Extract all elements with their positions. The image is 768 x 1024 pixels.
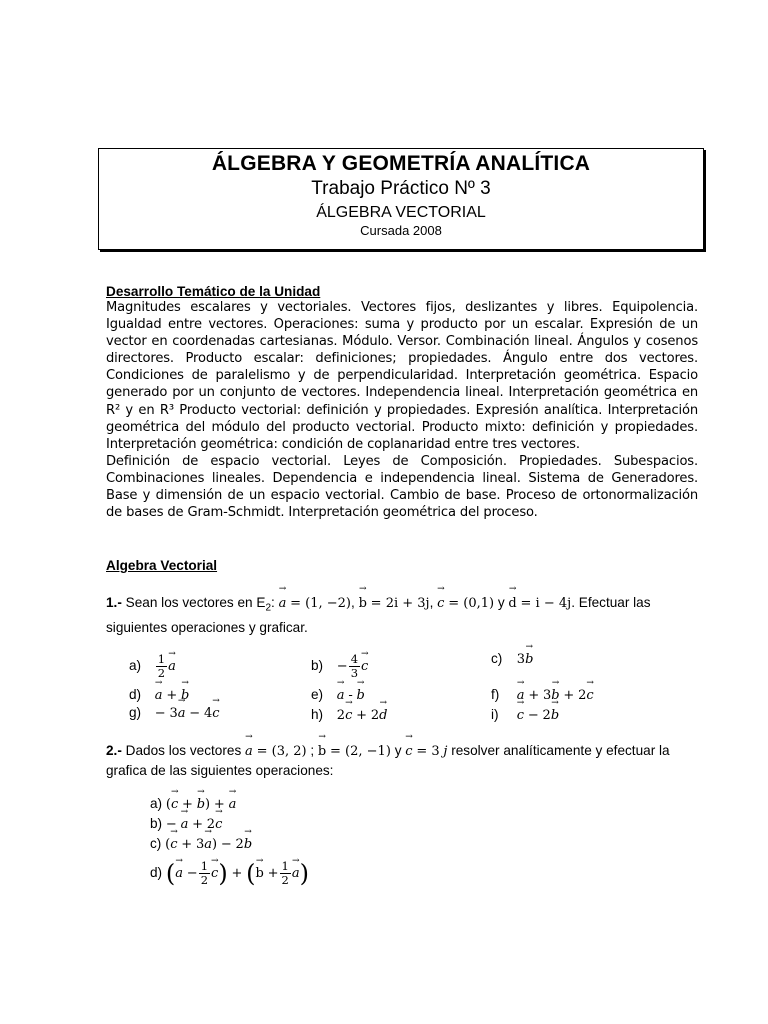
vector-d-symbol: → d <box>508 594 516 613</box>
vector-d-value: = i − 4j <box>520 596 572 611</box>
exercise-1-number: 1.- <box>106 595 122 610</box>
development-paragraph-2: Definición de espacio vectorial. Leyes de Composición. Propiedades. Subespacios. Combinaciones lineales. Dependencia e independencia lineal. Sistema de Generadores. Base y dimensión de un espacio vectorial. Cambio de base. Proceso de ortonormalización de bases de Gram-Schmidt. Interpretación geométrica del proceso. <box>106 453 698 521</box>
document-title: ÁLGEBRA Y GEOMETRÍA ANALÍTICA <box>211 152 591 175</box>
ex1-item-d: d) → a + → b <box>129 687 189 703</box>
vector-a-symbol: → a <box>279 594 287 613</box>
exercise-1-statement: 1.- Sean los vectores en $E_2$: → a = (1, −2), → b = 2i + 3j, → c = (0,1) y → d = i − 4j. Efectuar las siguientes operaciones y graficar. <box>106 593 698 637</box>
exercise-2-intro: Dados los vectores <box>125 743 242 758</box>
vector-b-value: = 2i + 3j <box>370 596 430 611</box>
practical-work-number: Trabajo Práctico Nº 3 <box>311 178 491 199</box>
development-paragraph-1: Magnitudes escalares y vectoriales. Vectores fijos, deslizantes y libres. Equipolencia. Igualdad entre vectores. Operaciones: suma y producto por un escalar. Expresión de un vector en coordenadas cartesianas. Módulo. Versor. Combinación lineal. Ángulos y cosenos directores. Producto escalar: definiciones; propiedades. Ángulo entre dos vectores. Condiciones de paralelismo y de perpendicularidad. Interpretación geométrica. Espacio generado por un conjunto de vectores. Independencia lineal. Interpretación geométrica en R² y en R³ Producto vectorial: definición y propiedades. Expresión analítica. Interpretación geométrica del módulo del producto vectorial. Producto mixto: definición y propiedades. Interpretación geométrica: condición de coplanaridad entre tres vectores. <box>106 300 698 452</box>
thematic-development <box>106 284 698 521</box>
ex1-item-h: h) 2→ c + 2→ d <box>311 707 387 723</box>
fraction-four-thirds: $\frac{4}{3}$ <box>350 652 359 680</box>
fraction-one-half-d1: $\frac{1}{2}$ <box>200 859 209 887</box>
ex2-vector-c-value: = 3 <box>416 744 440 759</box>
fraction-one-half-d2: $\frac{1}{2}$ <box>281 859 289 887</box>
vector-a-value: = (1, −2) <box>290 596 351 611</box>
space-subscript: 2 <box>265 602 272 614</box>
ex2-item-d: d) (→ a − $\frac{1}{2}$ → c) + (→ b + $\frac{1}{2}$ → a) <box>150 860 309 887</box>
ex1-item-g: g) − 3→ a − 4→ c <box>129 705 220 721</box>
exercise-1-action: Efectuar las siguientes operaciones y graficar. <box>106 595 651 635</box>
ex2-item-b: b) − → a + 2→ c <box>150 816 222 832</box>
exercise-2-action: resolver analíticamente y efectuar la grafica de las siguientes operaciones: <box>106 743 670 778</box>
ex2-item-c: c) (→ c + 3→ a) − 2→ b <box>150 836 252 852</box>
vector-b-symbol: → b <box>359 594 367 613</box>
ex1-item-f: f) → a + 3→ b + 2→ c <box>491 687 594 703</box>
ex2-vector-b-value: = (2, −1) <box>330 744 391 759</box>
title-box <box>98 148 704 250</box>
ex2-item-a: a) (→ c + → b) + → a <box>150 796 236 812</box>
ex1-item-i: i) → c − 2→ b <box>491 707 559 723</box>
vector-c-value: = (0,1) <box>448 596 495 611</box>
conjunction-y: y <box>497 595 505 610</box>
section-heading-development: Desarrollo Temático de la Unidad <box>106 284 321 299</box>
ex1-item-b: b) − $\frac{4}{3}$ → c <box>311 653 368 680</box>
vector-c-symbol: → c <box>437 594 444 613</box>
ex1-item-c: c) 3→ b <box>491 651 533 667</box>
ex2-vector-a-value: = (3, 2) <box>256 744 307 759</box>
fraction-one-half: $\frac{1}{2}$ <box>157 652 166 680</box>
exercise-2-number: 2.- <box>106 743 122 758</box>
exercise-2-statement: 2.- Dados los vectores → a = (3, 2) ; → b = (2, −1) y → c = 3 j resolver analíticamente y efectuar la grafica de las siguientes operaciones: <box>106 741 698 780</box>
topic-title: ÁLGEBRA VECTORIAL <box>316 204 486 221</box>
course-year: Cursada 2008 <box>360 223 442 238</box>
ex1-item-e: e) → a - → b <box>311 687 365 703</box>
section-heading-vector-algebra: Algebra Vectorial <box>106 558 218 573</box>
ex1-item-a: a) $\frac{1}{2}$ → a <box>129 653 176 680</box>
exercise-1-intro: Sean los vectores en E <box>125 595 266 610</box>
